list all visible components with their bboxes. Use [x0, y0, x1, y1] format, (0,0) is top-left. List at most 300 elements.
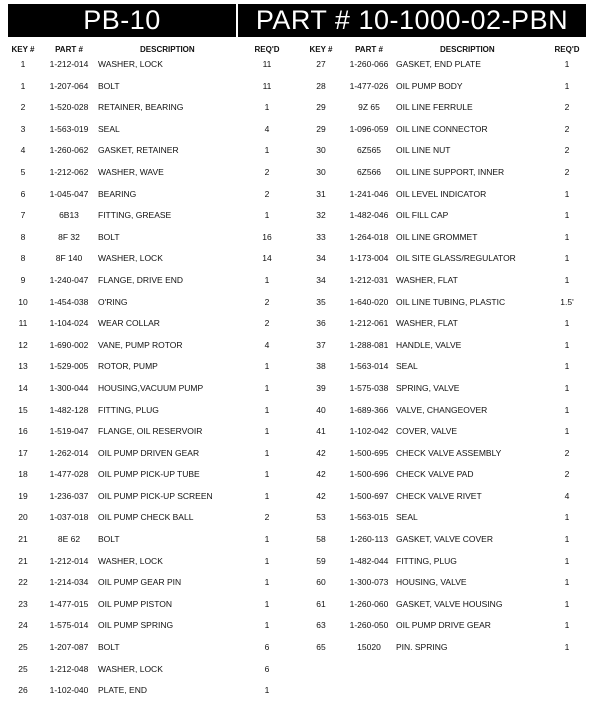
- part-number-cell: 1-260-060: [349, 598, 389, 609]
- part-number-cell: 1-477-026: [349, 80, 389, 91]
- key-cell: 63: [316, 620, 326, 631]
- table-row: [0, 620, 296, 642]
- part-number-cell: 1-260-066: [349, 59, 389, 69]
- description-cell: OIL LINE CONNECTOR: [396, 123, 488, 134]
- part-number-cell: 1-260-113: [349, 534, 389, 545]
- key-cell: 42: [316, 490, 326, 501]
- quantity-cell: 1: [564, 274, 570, 285]
- key-cell: 7: [20, 210, 26, 221]
- description-cell: CHECK VALVE RIVET: [396, 490, 482, 501]
- key-cell: 26: [18, 685, 28, 696]
- description-cell: HOUSING,VACUUM PUMP: [98, 382, 204, 393]
- table-row: [300, 297, 590, 319]
- part-number-cell: 1-689-366: [349, 404, 389, 415]
- description-cell: OIL PUMP PICK-UP SCREEN: [98, 490, 213, 501]
- quantity-cell: 4: [264, 339, 270, 350]
- part-number-cell: 1-500-697: [349, 490, 389, 501]
- quantity-cell: 1: [264, 469, 270, 480]
- key-cell: 20: [18, 512, 28, 523]
- part-number-banner: PART # 10-1000-02-PBN: [238, 4, 586, 37]
- quantity-cell: 2: [264, 318, 270, 329]
- key-cell: 35: [316, 296, 326, 307]
- key-cell: 65: [316, 642, 326, 653]
- description-cell: SEAL: [396, 512, 418, 523]
- description-cell: GASKET, VALVE COVER: [396, 534, 493, 545]
- part-number-cell: 1-262-014: [49, 447, 89, 458]
- part-number-cell: 1-477-028: [49, 469, 89, 480]
- quantity-cell: 2: [564, 102, 570, 113]
- key-cell: 14: [18, 382, 28, 393]
- quantity-cell: 2: [264, 166, 270, 177]
- part-number-cell: 1-260-062: [49, 145, 89, 156]
- part-number-cell: 1-288-081: [349, 339, 389, 350]
- part-number-cell: 1-214-034: [49, 577, 89, 588]
- part-number-cell: 1-102-042: [349, 426, 389, 437]
- key-cell: 16: [18, 426, 28, 437]
- quantity-cell: 14: [262, 253, 272, 264]
- table-row: [0, 685, 296, 707]
- table-row: [300, 405, 590, 427]
- key-cell: 23: [18, 598, 28, 609]
- description-cell: OIL LINE GROMMET: [396, 231, 478, 242]
- quantity-cell: 2: [264, 188, 270, 199]
- quantity-cell: 1: [264, 620, 270, 631]
- table-row: [300, 318, 590, 340]
- description-cell: OIL LEVEL INDICATOR: [396, 188, 487, 199]
- description-cell: ROTOR, PUMP: [98, 361, 158, 372]
- quantity-cell: 2: [564, 145, 570, 156]
- part-number-cell: 1-482-046: [349, 210, 389, 221]
- key-cell: 1: [20, 59, 26, 69]
- description-cell: SPRING, VALVE: [396, 382, 460, 393]
- description-cell: GASKET, END PLATE: [396, 59, 481, 69]
- quantity-cell: 1: [264, 577, 270, 588]
- table-row: [300, 232, 590, 254]
- key-cell: 6: [20, 188, 26, 199]
- key-column-header: KEY #: [11, 45, 35, 54]
- key-cell: 27: [316, 59, 326, 69]
- table-body: [300, 59, 590, 664]
- key-cell: 39: [316, 382, 326, 393]
- description-cell: OIL PUMP SPRING: [98, 620, 174, 631]
- part-number-cell: 1-520-028: [49, 102, 89, 113]
- key-cell: 1: [20, 80, 26, 91]
- part-number-cell: 1-690-002: [49, 339, 89, 350]
- part-number-cell: 1-500-695: [349, 447, 389, 458]
- part-number-cell: 1-477-015: [49, 598, 89, 609]
- quantity-cell: 1: [564, 188, 570, 199]
- part-number-cell: 1-212-014: [49, 555, 89, 566]
- key-cell: 53: [316, 512, 326, 523]
- quantity-cell: 1: [264, 490, 270, 501]
- key-cell: 29: [316, 102, 326, 113]
- part-column-header: PART #: [355, 45, 383, 54]
- key-cell: 32: [316, 210, 326, 221]
- description-column-header: DESCRIPTION: [140, 45, 195, 54]
- quantity-cell: 2: [564, 123, 570, 134]
- key-cell: 5: [20, 166, 26, 177]
- description-cell: VALVE, CHANGEOVER: [396, 404, 488, 415]
- part-number-cell: 1-207-087: [49, 642, 89, 653]
- part-number-cell: 1-640-020: [349, 296, 389, 307]
- reqd-column-header: REQ'D: [254, 45, 280, 54]
- part-number-cell: 1-300-044: [49, 382, 89, 393]
- quantity-cell: 1: [564, 253, 570, 264]
- quantity-cell: 1: [564, 339, 570, 350]
- key-cell: 3: [20, 123, 26, 134]
- table-row: [300, 448, 590, 470]
- quantity-cell: 6: [264, 663, 270, 674]
- description-cell: OIL PUMP GEAR PIN: [98, 577, 182, 588]
- table-row: [300, 383, 590, 405]
- table-row: [300, 189, 590, 211]
- description-cell: OIL FILL CAP: [396, 210, 449, 221]
- quantity-cell: 1: [264, 685, 270, 696]
- key-cell: 30: [316, 145, 326, 156]
- description-cell: SEAL: [98, 123, 120, 134]
- table-row: [300, 253, 590, 275]
- table-row: [300, 620, 590, 642]
- key-cell: 38: [316, 361, 326, 372]
- part-number-cell: 1-300-073: [349, 577, 389, 588]
- table-row: [0, 664, 296, 686]
- key-cell: 18: [18, 469, 28, 480]
- table-row: [300, 361, 590, 383]
- part-number-cell: 1-104-024: [49, 318, 89, 329]
- description-cell: BOLT: [98, 80, 120, 91]
- part-number-cell: 1-519-047: [49, 426, 89, 437]
- key-cell: 42: [316, 447, 326, 458]
- part-number-cell: 1-482-128: [49, 404, 89, 415]
- table-row: [0, 426, 296, 448]
- key-cell: 8: [20, 231, 26, 242]
- table-row: [300, 59, 590, 81]
- description-cell: OIL LINE TUBING, PLASTIC: [396, 296, 506, 307]
- table-row: [0, 124, 296, 146]
- table-row: [0, 577, 296, 599]
- part-number-cell: 1-241-046: [349, 188, 389, 199]
- table-row: [0, 145, 296, 167]
- description-cell: OIL PUMP DRIVEN GEAR: [98, 447, 200, 458]
- description-cell: WASHER, LOCK: [98, 555, 163, 566]
- part-number-cell: 8F 32: [58, 231, 80, 242]
- table-row: [0, 318, 296, 340]
- part-number-cell: 1-575-014: [49, 620, 89, 631]
- table-row: [0, 361, 296, 383]
- table-body: [0, 59, 296, 707]
- table-row: [0, 448, 296, 470]
- part-number-cell: 1-037-018: [49, 512, 89, 523]
- part-number-cell: 1-045-047: [49, 188, 89, 199]
- table-row: [0, 275, 296, 297]
- part-number-cell: 1-212-062: [49, 166, 89, 177]
- key-cell: 9: [20, 274, 26, 285]
- quantity-cell: 4: [264, 123, 270, 134]
- quantity-cell: 1: [564, 426, 570, 437]
- quantity-cell: 1: [264, 555, 270, 566]
- key-cell: 30: [316, 166, 326, 177]
- table-row: [300, 491, 590, 513]
- description-cell: OIL PUMP PISTON: [98, 598, 173, 609]
- table-row: [300, 167, 590, 189]
- table-row: [0, 189, 296, 211]
- description-cell: PLATE, END: [98, 685, 147, 696]
- description-cell: BOLT: [98, 231, 120, 242]
- part-number-cell: 15020: [357, 642, 381, 653]
- table-row: [300, 102, 590, 124]
- model-banner: PB-10: [8, 4, 236, 37]
- description-cell: VANE, PUMP ROTOR: [98, 339, 183, 350]
- table-row: [300, 124, 590, 146]
- quantity-cell: 11: [262, 80, 272, 91]
- key-cell: 42: [316, 469, 326, 480]
- description-cell: HANDLE, VALVE: [396, 339, 462, 350]
- key-cell: 22: [18, 577, 28, 588]
- key-cell: 2: [20, 102, 26, 113]
- quantity-cell: 2: [264, 296, 270, 307]
- part-number-cell: 1-264-018: [349, 231, 389, 242]
- key-cell: 17: [18, 447, 28, 458]
- key-cell: 31: [316, 188, 326, 199]
- quantity-cell: 1: [264, 404, 270, 415]
- part-number-cell: 6B13: [59, 210, 79, 221]
- quantity-cell: 1: [564, 534, 570, 545]
- table-row: [0, 599, 296, 621]
- key-cell: 36: [316, 318, 326, 329]
- quantity-cell: 1: [264, 426, 270, 437]
- description-cell: FITTING, PLUG: [396, 555, 457, 566]
- key-cell: 4: [20, 145, 26, 156]
- quantity-cell: 1: [564, 404, 570, 415]
- part-number-cell: 1-212-014: [49, 59, 89, 69]
- description-cell: BOLT: [98, 534, 120, 545]
- description-cell: WASHER, WAVE: [98, 166, 164, 177]
- description-cell: RETAINER, BEARING: [98, 102, 184, 113]
- key-cell: 33: [316, 231, 326, 242]
- key-cell: 61: [316, 598, 326, 609]
- description-cell: GASKET, RETAINER: [98, 145, 179, 156]
- key-cell: 41: [316, 426, 326, 437]
- quantity-cell: 2: [564, 166, 570, 177]
- quantity-cell: 2: [564, 447, 570, 458]
- quantity-cell: 1: [564, 555, 570, 566]
- key-cell: 37: [316, 339, 326, 350]
- part-number-cell: 1-240-047: [49, 274, 89, 285]
- quantity-cell: 1: [564, 598, 570, 609]
- table-row: [0, 253, 296, 275]
- description-cell: OIL PUMP DRIVE GEAR: [396, 620, 491, 631]
- part-number-cell: 1-500-696: [349, 469, 389, 480]
- description-cell: SEAL: [396, 361, 418, 372]
- quantity-cell: 1.5': [560, 296, 574, 307]
- key-cell: 25: [18, 663, 28, 674]
- description-cell: OIL PUMP CHECK BALL: [98, 512, 194, 523]
- table-row: [300, 145, 590, 167]
- description-cell: OIL LINE NUT: [396, 145, 451, 156]
- description-cell: WASHER, LOCK: [98, 253, 163, 264]
- part-number-cell: 1-563-015: [349, 512, 389, 523]
- description-cell: WEAR COLLAR: [98, 318, 160, 329]
- table-header: [0, 45, 296, 59]
- description-cell: CHECK VALVE PAD: [396, 469, 474, 480]
- quantity-cell: 1: [264, 274, 270, 285]
- parts-table-left: [0, 45, 296, 707]
- table-row: [300, 81, 590, 103]
- part-number-cell: 1-575-038: [349, 382, 389, 393]
- quantity-cell: 1: [264, 210, 270, 221]
- quantity-cell: 1: [264, 382, 270, 393]
- part-number-cell: 6Z566: [356, 166, 382, 177]
- key-cell: 25: [18, 642, 28, 653]
- table-row: [0, 297, 296, 319]
- description-cell: OIL LINE SUPPORT, INNER: [396, 166, 505, 177]
- quantity-cell: 1: [564, 59, 570, 69]
- key-cell: 58: [316, 534, 326, 545]
- table-row: [300, 210, 590, 232]
- part-number-cell: 1-212-048: [49, 663, 89, 674]
- quantity-cell: 1: [264, 534, 270, 545]
- part-number-cell: 1-260-050: [349, 620, 389, 631]
- quantity-cell: 6: [264, 642, 270, 653]
- table-row: [0, 469, 296, 491]
- table-row: [0, 81, 296, 103]
- description-cell: FLANGE, DRIVE END: [98, 274, 184, 285]
- quantity-cell: 2: [564, 469, 570, 480]
- quantity-cell: 11: [262, 59, 272, 69]
- quantity-cell: 1: [564, 318, 570, 329]
- table-row: [300, 556, 590, 578]
- table-row: [0, 556, 296, 578]
- table-row: [0, 512, 296, 534]
- part-number-cell: 1-236-037: [49, 490, 89, 501]
- table-row: [300, 426, 590, 448]
- description-cell: BEARING: [98, 188, 137, 199]
- table-row: [0, 210, 296, 232]
- part-number-cell: 8E 62: [57, 534, 81, 545]
- key-cell: 13: [18, 361, 28, 372]
- description-cell: FLANGE, OIL RESERVOIR: [98, 426, 203, 437]
- table-row: [0, 642, 296, 664]
- table-row: [0, 405, 296, 427]
- description-cell: FITTING, GREASE: [98, 210, 172, 221]
- key-cell: 21: [18, 555, 28, 566]
- description-cell: CHECK VALVE ASSEMBLY: [396, 447, 502, 458]
- quantity-cell: 16: [262, 231, 272, 242]
- key-cell: 21: [18, 534, 28, 545]
- table-row: [300, 340, 590, 362]
- part-number-cell: 9Z 65: [358, 102, 380, 113]
- description-cell: O'RING: [98, 296, 128, 307]
- table-row: [0, 59, 296, 81]
- key-cell: 40: [316, 404, 326, 415]
- part-column-header: PART #: [55, 45, 83, 54]
- quantity-cell: 1: [564, 577, 570, 588]
- table-row: [300, 512, 590, 534]
- quantity-cell: 1: [564, 642, 570, 653]
- key-cell: 34: [316, 253, 326, 264]
- key-cell: 29: [316, 123, 326, 134]
- key-cell: 60: [316, 577, 326, 588]
- description-cell: WASHER, LOCK: [98, 663, 163, 674]
- part-number-cell: 1-212-031: [349, 274, 389, 285]
- description-cell: FITTING, PLUG: [98, 404, 159, 415]
- part-number-cell: 1-096-059: [349, 123, 389, 134]
- parts-table-right: [300, 45, 590, 664]
- description-cell: OIL PUMP PICK-UP TUBE: [98, 469, 200, 480]
- quantity-cell: 4: [564, 490, 570, 501]
- quantity-cell: 2: [264, 512, 270, 523]
- key-cell: 34: [316, 274, 326, 285]
- table-row: [300, 469, 590, 491]
- key-cell: 28: [316, 80, 326, 91]
- table-row: [0, 167, 296, 189]
- quantity-cell: 1: [564, 361, 570, 372]
- part-number-cell: 1-102-040: [49, 685, 89, 696]
- table-row: [0, 491, 296, 513]
- table-row: [300, 534, 590, 556]
- key-cell: 59: [316, 555, 326, 566]
- table-row: [300, 275, 590, 297]
- quantity-cell: 1: [264, 598, 270, 609]
- part-number-cell: 1-173-004: [349, 253, 389, 264]
- table-row: [0, 340, 296, 362]
- table-row: [300, 599, 590, 621]
- description-cell: HOUSING, VALVE: [396, 577, 467, 588]
- quantity-cell: 1: [264, 361, 270, 372]
- part-number-cell: 8F 140: [55, 253, 83, 264]
- description-cell: GASKET, VALVE HOUSING: [396, 598, 503, 609]
- quantity-cell: 1: [564, 512, 570, 523]
- key-cell: 8: [20, 253, 26, 264]
- key-cell: 24: [18, 620, 28, 631]
- part-number-cell: 1-207-064: [49, 80, 89, 91]
- part-number-cell: 1-454-038: [49, 296, 89, 307]
- part-number-cell: 1-482-044: [349, 555, 389, 566]
- description-cell: BOLT: [98, 642, 120, 653]
- key-cell: 11: [18, 318, 28, 329]
- quantity-cell: 1: [264, 102, 270, 113]
- description-cell: COVER, VALVE: [396, 426, 458, 437]
- quantity-cell: 1: [564, 80, 570, 91]
- key-column-header: KEY #: [309, 45, 333, 54]
- table-row: [300, 642, 590, 664]
- quantity-cell: 1: [264, 447, 270, 458]
- description-cell: WASHER, LOCK: [98, 59, 163, 69]
- part-number-cell: 1-563-014: [349, 361, 389, 372]
- part-number-cell: 6Z565: [356, 145, 382, 156]
- table-row: [0, 102, 296, 124]
- description-cell: OIL LINE FERRULE: [396, 102, 473, 113]
- part-number-cell: 1-529-005: [49, 361, 89, 372]
- reqd-column-header: REQ'D: [554, 45, 580, 54]
- quantity-cell: 1: [564, 620, 570, 631]
- key-cell: 10: [18, 296, 28, 307]
- table-row: [300, 577, 590, 599]
- table-row: [0, 534, 296, 556]
- description-cell: WASHER, FLAT: [396, 274, 458, 285]
- quantity-cell: 1: [564, 210, 570, 221]
- part-number-cell: 1-563-019: [49, 123, 89, 134]
- quantity-cell: 1: [564, 231, 570, 242]
- key-cell: 12: [18, 339, 28, 350]
- table-row: [0, 232, 296, 254]
- table-header: [300, 45, 590, 59]
- description-cell: OIL SITE GLASS/REGULATOR: [396, 253, 516, 264]
- key-cell: 19: [18, 490, 28, 501]
- description-cell: WASHER, FLAT: [396, 318, 458, 329]
- table-row: [0, 383, 296, 405]
- part-number-cell: 1-212-061: [349, 318, 389, 329]
